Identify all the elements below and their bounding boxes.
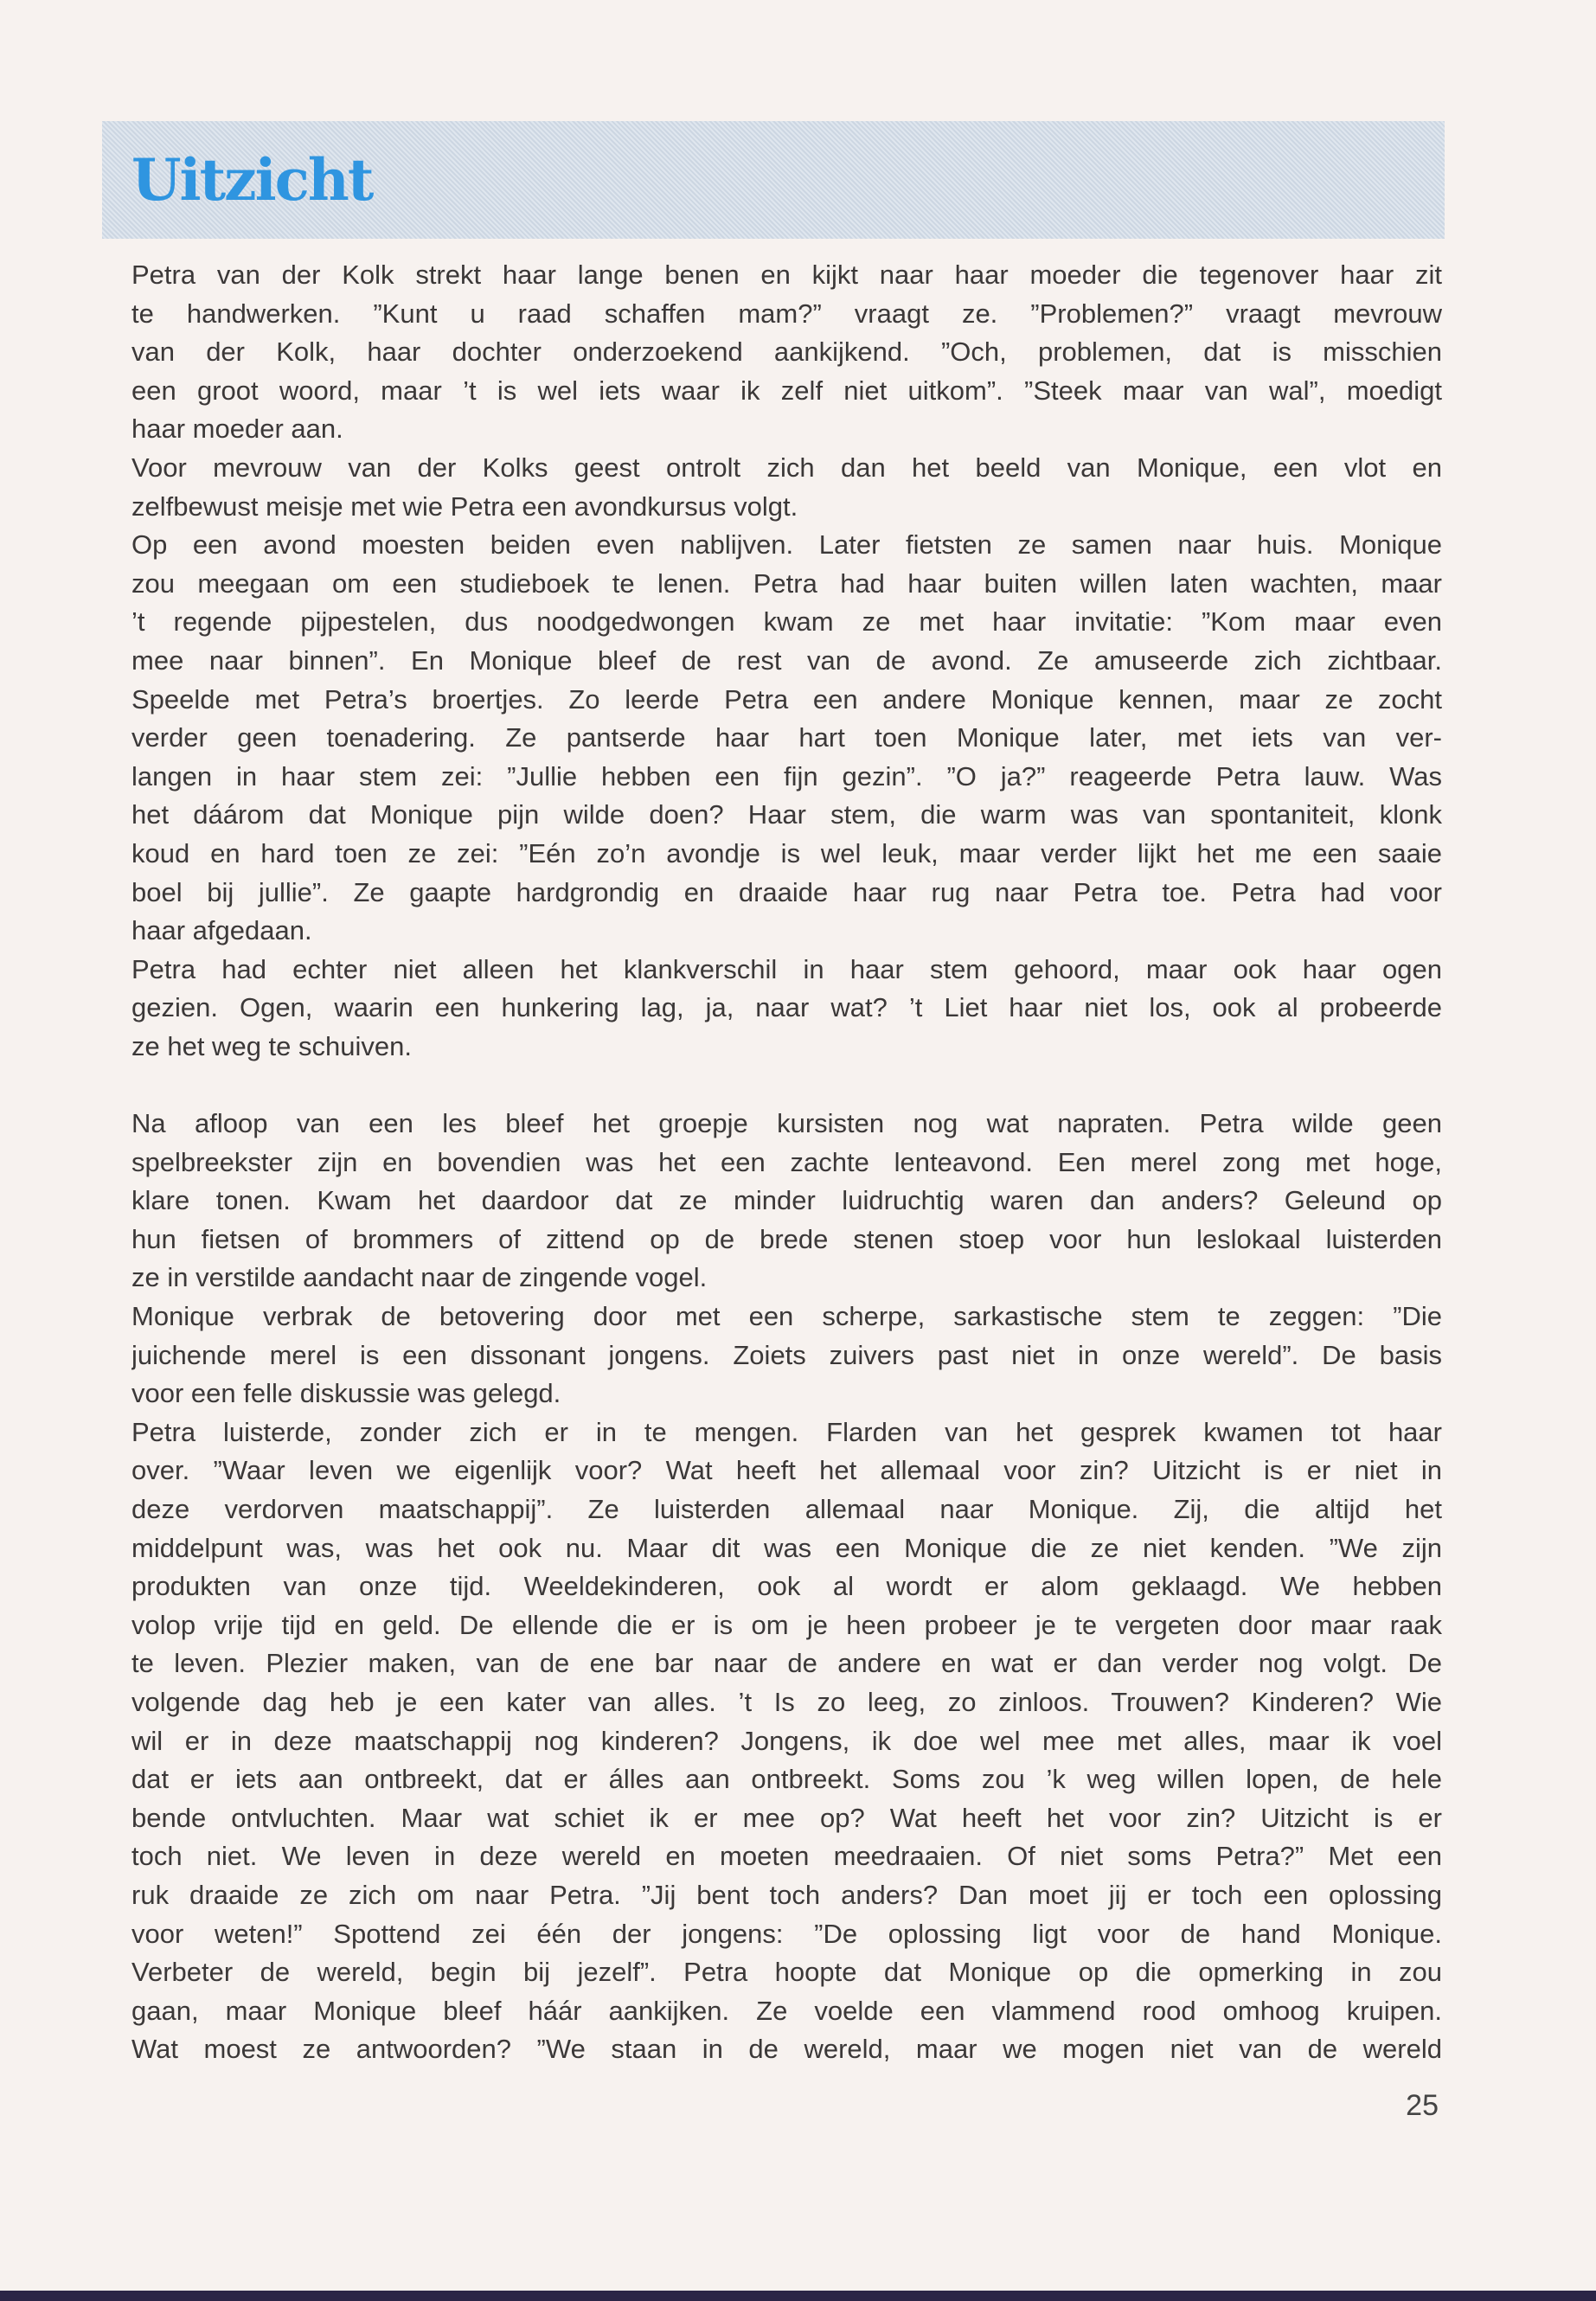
text-line: haar moeder aan. — [131, 413, 343, 445]
text-line: klare tonen. Kwam het daardoor dat ze minder luidruchtig waren dan anders? Geleund op — [131, 1185, 1442, 1216]
text-line: te leven. Plezier maken, van de ene bar naar de andere en wat er dan verder nog volgt. De — [131, 1648, 1442, 1679]
text-line: Na afloop van een les bleef het groepje kursisten nog wat napraten. Petra wilde geen — [131, 1108, 1442, 1139]
text-line: langen in haar stem zei: ”Jullie hebben een fijn gezin”. ”O ja?” reageerde Petra lauw. Was — [131, 760, 1442, 792]
text-line: gezien. Ogen, waarin een hunkering lag, ja, naar wat? ’t Liet haar niet los, ook al probeerde — [131, 992, 1442, 1023]
paragraph — [131, 449, 1442, 526]
text-line: Monique verbrak de betovering door met een scherpe, sarkastische stem te zeggen: ”Die — [131, 1301, 1442, 1332]
text-line: volgende dag heb je een kater van alles. ’t Is zo leeg, zo zinloos. Trouwen? Kinderen? Wie — [131, 1686, 1442, 1717]
text-line: een groot woord, maar ’t is wel iets waar ik zelf niet uitkom”. ”Steek maar van wal”, moedigt — [131, 375, 1442, 406]
text-line: voor een felle diskussie was gelegd. — [131, 1378, 561, 1409]
text-line: gaan, maar Monique bleef háár aankijken. Ze voelde een vlammend rood omhoog kruipen. — [131, 1995, 1442, 2026]
paragraph — [131, 526, 1442, 951]
text-line: bende ontvluchten. Maar wat schiet ik er mee op? Wat heeft het voor zin? Uitzicht is er — [131, 1802, 1442, 1833]
body-text — [131, 256, 1442, 2069]
text-line: ze in verstilde aandacht naar de zingende vogel. — [131, 1262, 708, 1293]
text-line: spelbreekster zijn en bovendien was het een zachte lenteavond. Een merel zong met hoge, — [131, 1146, 1442, 1177]
text-line: ’t regende pijpestelen, dus noodgedwongen kwam ze met haar invitatie: ”Kom maar even — [131, 606, 1442, 638]
text-line: te handwerken. ”Kunt u raad schaffen mam?” vraagt ze. ”Problemen?” vraagt mevrouw — [131, 298, 1442, 329]
text-line: boel bij jullie”. Ze gaapte hardgrondig en draaide haar rug naar Petra toe. Petra had voor — [131, 876, 1442, 907]
text-line: Petra van der Kolk strekt haar lange benen en kijkt naar haar moeder die tegenover haar zit — [131, 260, 1442, 290]
text-line: ruk draaide ze zich om naar Petra. ”Jij bent toch anders? Dan moet jij er toch een oplossing — [131, 1879, 1442, 1910]
text-line: over. ”Waar leven we eigenlijk voor? Wat heeft het allemaal voor zin? Uitzicht is er niet in — [131, 1455, 1442, 1486]
text-line: het dáárom dat Monique pijn wilde doen? Haar stem, die warm was van spontaniteit, klonk — [131, 799, 1442, 830]
page-number: 25 — [1406, 2089, 1439, 2122]
text-line: wil er in deze maatschappij nog kinderen? Jongens, ik doe wel mee met alles, maar ik voel — [131, 1725, 1442, 1756]
text-line: verder geen toenadering. Ze pantserde haar hart toen Monique later, met iets van ver- — [131, 722, 1442, 753]
paragraph — [131, 951, 1442, 1067]
paragraph — [131, 1413, 1442, 2069]
chapter-title: Uitzicht — [131, 146, 373, 214]
text-line: Op een avond moesten beiden even nablijven. Later fietsten ze samen naar huis. Monique — [131, 529, 1442, 561]
text-line: mee naar binnen”. En Monique bleef de rest van de avond. Ze amuseerde zich zichtbaar. — [131, 644, 1442, 676]
paragraph — [131, 1298, 1442, 1413]
text-line: dat er iets aan ontbreekt, dat er álles aan ontbreekt. Soms zou ’k weg willen lopen, de hele — [131, 1764, 1442, 1795]
text-line: Petra luisterde, zonder zich er in te mengen. Flarden van het gesprek kwamen tot haar — [131, 1416, 1442, 1447]
text-line: voor weten!” Spottend zei één der jongens: ”De oplossing ligt voor de hand Monique. — [131, 1918, 1442, 1949]
text-line: Voor mevrouw van der Kolks geest ontrolt zich dan het beeld van Monique, een vlot en — [131, 452, 1442, 483]
text-line: hun fietsen of brommers of zittend op de brede stenen stoep voor hun leslokaal luisterden — [131, 1223, 1442, 1254]
text-line: Wat moest ze antwoorden? ”We staan in de wereld, maar we mogen niet van de wereld — [131, 2034, 1442, 2065]
text-line: juichende merel is een dissonant jongens. Zoiets zuivers past niet in onze wereld”. De basis — [131, 1339, 1442, 1370]
text-line: Verbeter de wereld, begin bij jezelf”. Petra hoopte dat Monique op die opmerking in zou — [131, 1957, 1442, 1988]
text-line: volop vrije tijd en geld. De ellende die er is om je heen probeer je te vergeten door maar raak — [131, 1609, 1442, 1640]
text-line: zou meegaan om een studieboek te lenen. Petra had haar buiten willen laten wachten, maar — [131, 567, 1442, 599]
paragraph — [131, 1105, 1442, 1298]
text-line: ze het weg te schuiven. — [131, 1030, 412, 1061]
text-line: haar afgedaan. — [131, 915, 312, 946]
text-line: Speelde met Petra’s broertjes. Zo leerde Petra een andere Monique kennen, maar ze zocht — [131, 683, 1442, 715]
text-line: Petra had echter niet alleen het klankverschil in haar stem gehoord, maar ook haar ogen — [131, 953, 1442, 984]
text-line: van der Kolk, haar dochter onderzoekend aankijkend. ”Och, problemen, dat is misschien — [131, 336, 1442, 368]
paragraph-gap — [131, 1066, 1442, 1105]
page-bottom-edge — [0, 2291, 1596, 2301]
text-line: produkten van onze tijd. Weeldekinderen, ook al wordt er alom geklaagd. We hebben — [131, 1571, 1442, 1602]
paragraph — [131, 256, 1442, 449]
text-line: koud en hard toen ze zei: ”Eén zo’n avondje is wel leuk, maar verder lijkt het me een saaie — [131, 837, 1442, 868]
text-line: zelfbewust meisje met wie Petra een avondkursus volgt. — [131, 490, 798, 522]
text-line: deze verdorven maatschappij”. Ze luisterden allemaal naar Monique. Zij, die altijd het — [131, 1494, 1442, 1524]
text-line: middelpunt was, was het ook nu. Maar dit was een Monique die ze niet kenden. ”We zijn — [131, 1532, 1442, 1563]
text-line: toch niet. We leven in deze wereld en moeten meedraaien. Of niet soms Petra?” Met een — [131, 1841, 1442, 1872]
